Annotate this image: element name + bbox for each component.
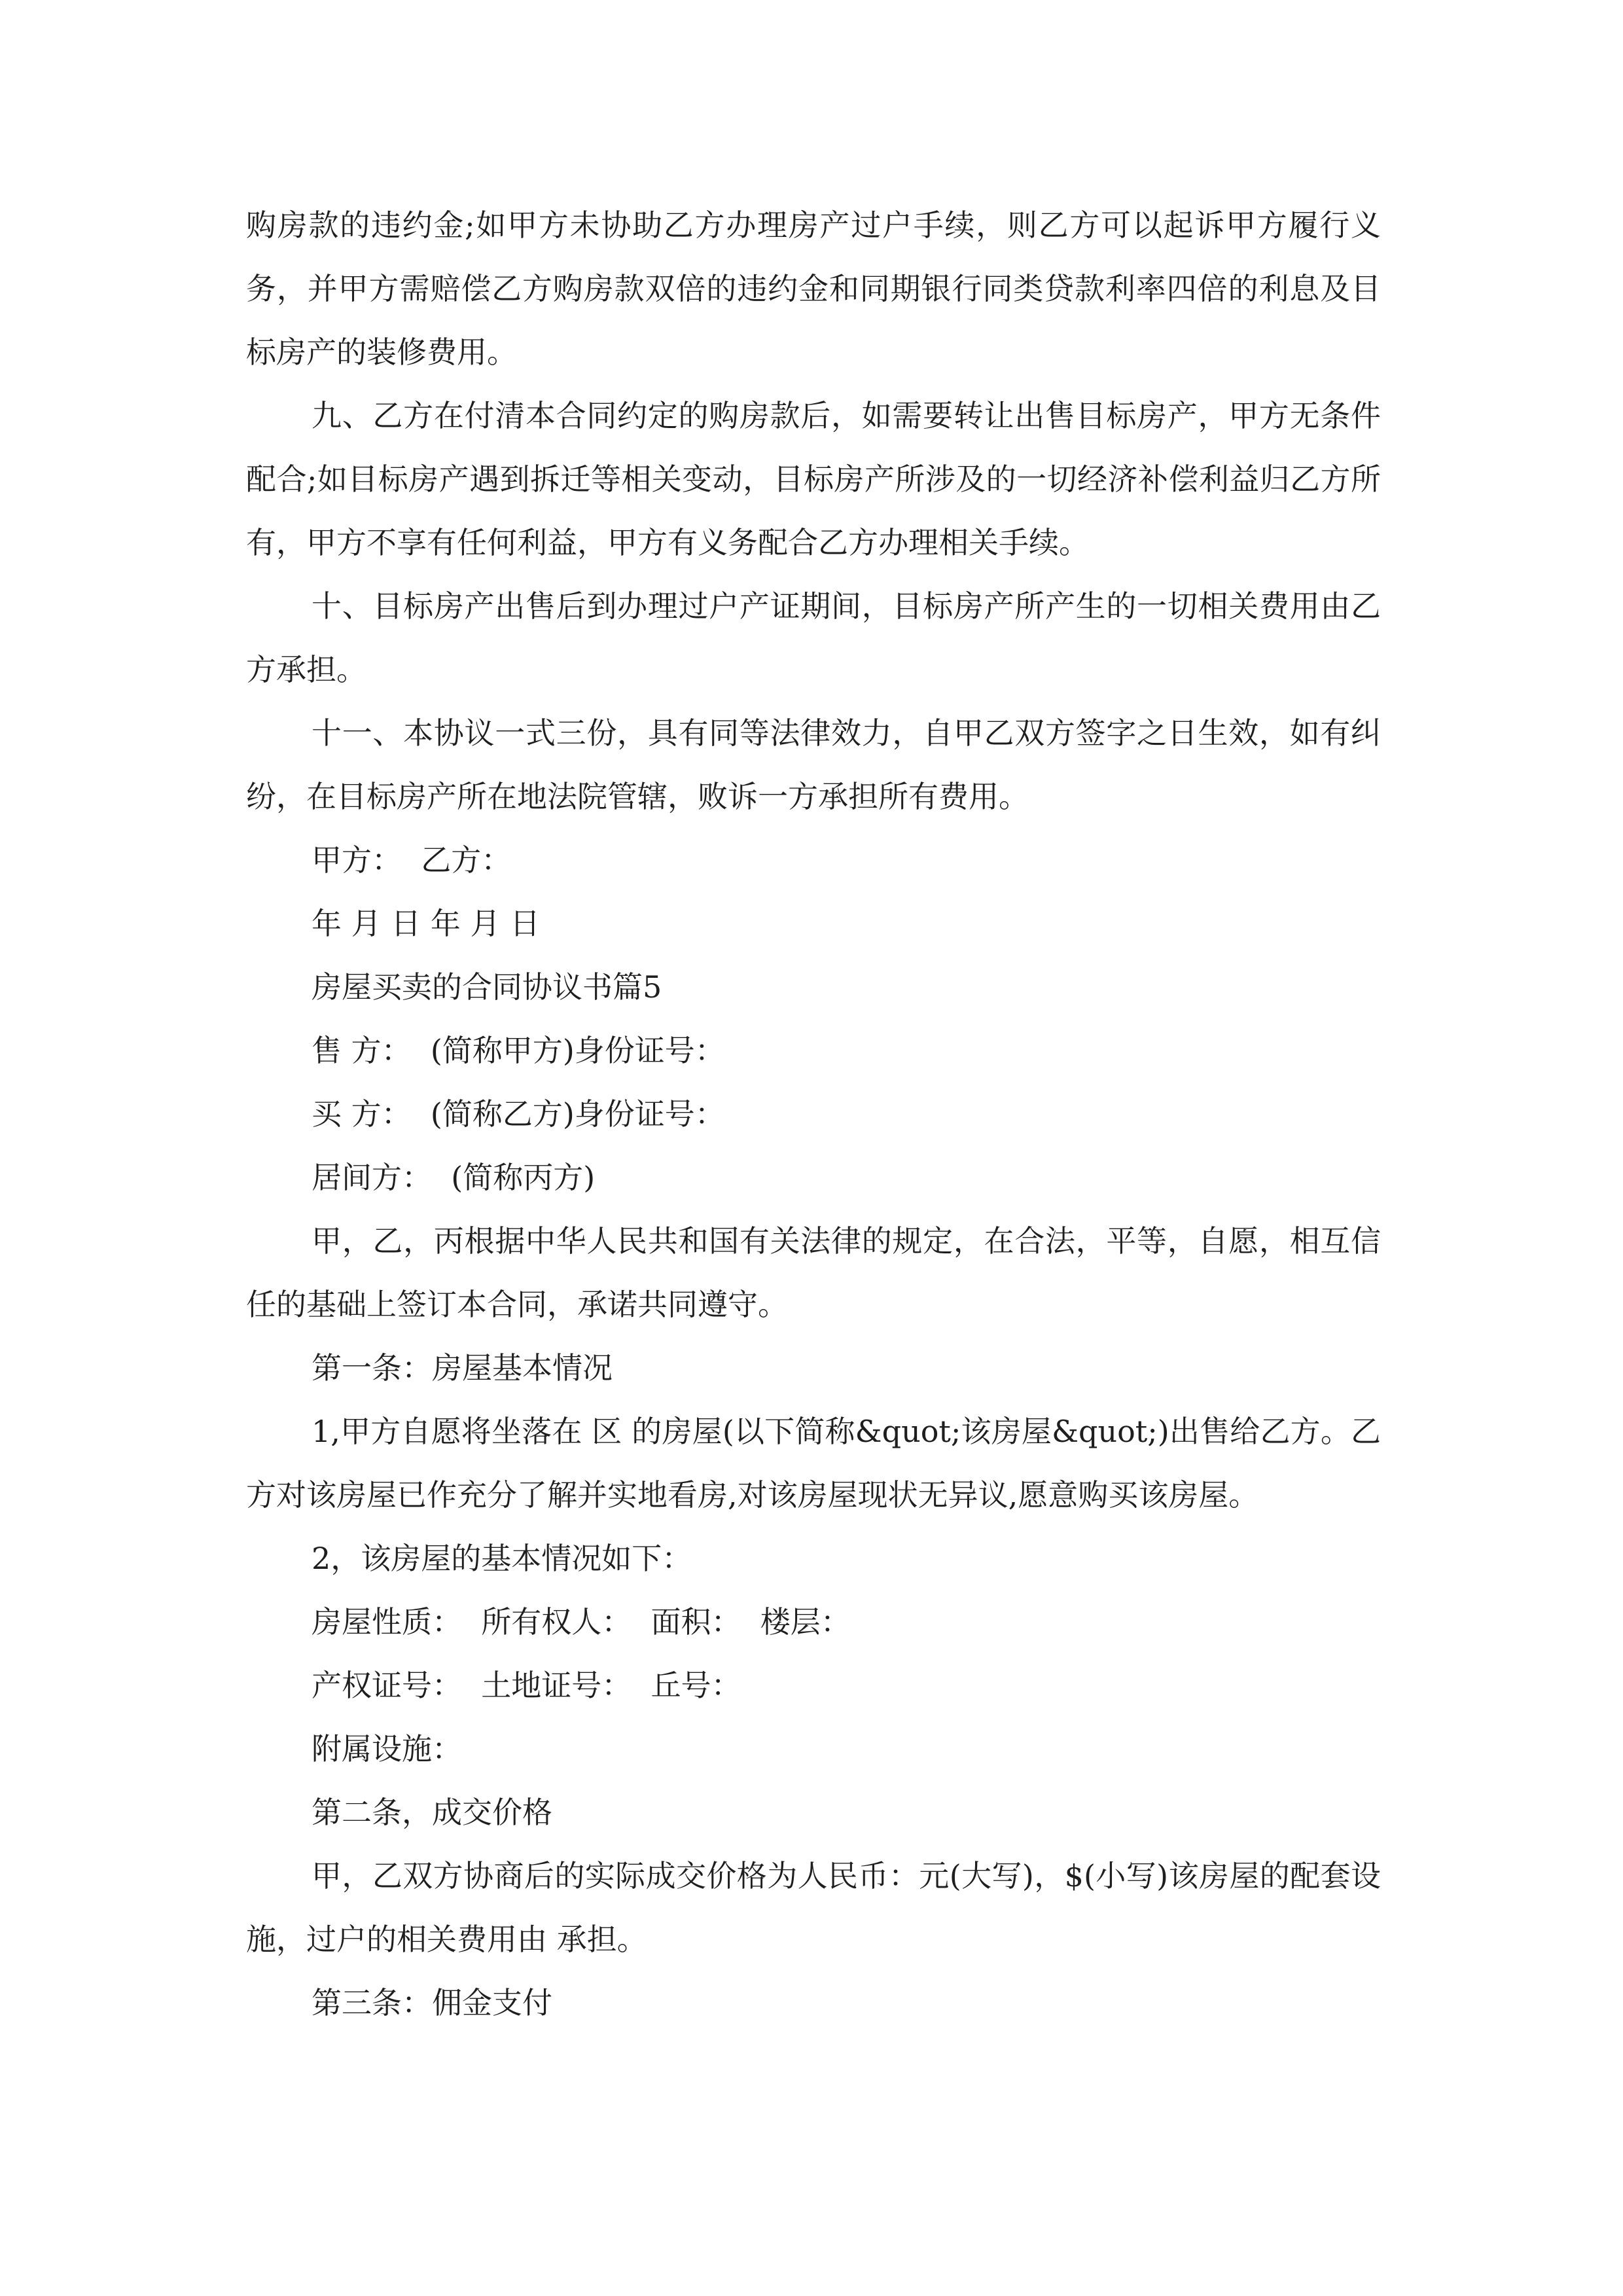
paragraph-clause-11: 十一、本协议一式三份，具有同等法律效力，自甲乙双方签字之日生效，如有纠纷，在目标房产所在地法院管辖，败诉一方承担所有费用。 bbox=[246, 715, 1381, 814]
article-1-item-1: 1,甲方自愿将坐落在 区 的房屋(以下简称&quot;该房屋&quot;)出售给乙方。乙方对该房屋已作充分了解并实地看房,对该房屋现状无异议,愿意购买该房屋。 bbox=[246, 1414, 1381, 1513]
signature-date-line: 年 月 日 年 月 日 bbox=[312, 906, 541, 941]
ancillary-facilities-line: 附属设施： bbox=[312, 1731, 462, 1767]
property-fields-line-1: 房屋性质： 所有权人： 面积： 楼层： bbox=[312, 1604, 851, 1640]
paragraph-preamble: 甲，乙，丙根据中华人民共和国有关法律的规定，在合法，平等，自愿，相互信任的基础上签订本合同，承诺共同遵守。 bbox=[246, 1223, 1381, 1322]
article-2-price-paragraph: 甲，乙双方协商后的实际成交价格为人民币：元(大写)，$(小写)该房屋的配套设施，过户的相关费用由 承担。 bbox=[246, 1858, 1381, 1957]
document-body bbox=[246, 194, 1381, 2035]
seller-line: 售 方： (简称甲方)身份证号： bbox=[312, 1033, 725, 1068]
paragraph-clause-9: 九、乙方在付清本合同约定的购房款后，如需要转让出售目标房产，甲方无条件配合;如目标房产遇到拆迁等相关变动，目标房产所涉及的一切经济补偿利益归乙方所有，甲方不享有任何利益，甲方有义务配合乙方办理相关手续。 bbox=[246, 398, 1381, 560]
article-1-item-2: 2，该房屋的基本情况如下： bbox=[312, 1541, 692, 1576]
paragraph-clause-10: 十、目标房产出售后到办理过户产证期间，目标房产所产生的一切相关费用由乙方承担。 bbox=[246, 588, 1381, 687]
article-3-heading: 第三条：佣金支付 bbox=[312, 1985, 552, 2020]
article-1-heading: 第一条：房屋基本情况 bbox=[312, 1350, 613, 1386]
signature-parties-line: 甲方： 乙方： bbox=[312, 842, 512, 878]
intermediary-line: 居间方： (简称丙方) bbox=[312, 1160, 596, 1195]
article-2-heading: 第二条，成交价格 bbox=[312, 1795, 552, 1830]
buyer-line: 买 方： (简称乙方)身份证号： bbox=[312, 1096, 725, 1132]
section-title: 房屋买卖的合同协议书篇5 bbox=[312, 969, 662, 1005]
paragraph-default-clause-continued: 购房款的违约金;如甲方未协助乙方办理房产过户手续，则乙方可以起诉甲方履行义务，并甲方需赔偿乙方购房款双倍的违约金和同期银行同类贷款利率四倍的利息及目标房产的装修费用。 bbox=[246, 207, 1381, 370]
property-fields-line-2: 产权证号： 土地证号： 丘号： bbox=[312, 1668, 741, 1703]
